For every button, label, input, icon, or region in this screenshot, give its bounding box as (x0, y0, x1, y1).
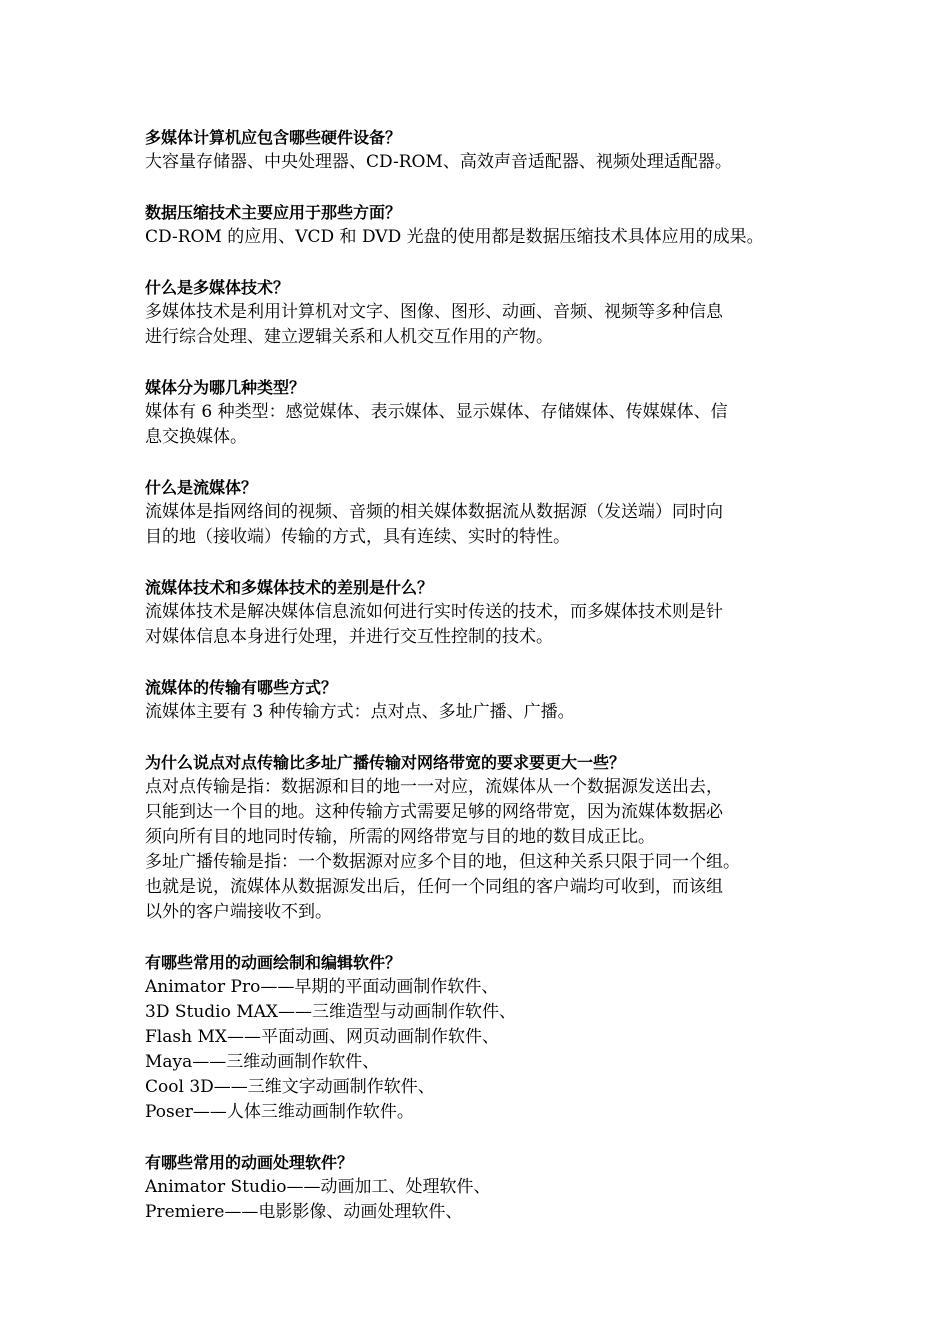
answer-line: 媒体有 6 种类型：感觉媒体、表示媒体、显示媒体、存储媒体、传媒媒体、信 (145, 402, 728, 422)
answer-line: Premiere——电影影像、动画处理软件、 (145, 1202, 463, 1222)
document-page (145, 125, 835, 1250)
answer-line: 进行综合处理、建立逻辑关系和人机交互作用的产物。 (145, 327, 553, 347)
question-heading: 为什么说点对点传输比多址广播传输对网络带宽的要求要更大一些？ (145, 753, 626, 772)
answer-line: 流媒体是指网络间的视频、音频的相关媒体数据流从数据源（发送端）同时向 (145, 502, 723, 522)
qa-section (145, 675, 835, 725)
answer-line: Animator Pro——早期的平面动画制作软件、 (145, 977, 499, 997)
qa-section (145, 275, 835, 350)
question-heading: 流媒体的传输有哪些方式？ (145, 678, 338, 697)
answer-line: 点对点传输是指：数据源和目的地一一对应，流媒体从一个数据源发送出去， (145, 777, 723, 797)
answer-line: 须向所有目的地同时传输，所需的网络带宽与目的地的数目成正比。 (145, 827, 655, 847)
answer-line: 流媒体主要有 3 种传输方式：点对点、多址广播、广播。 (145, 702, 575, 722)
qa-section (145, 575, 835, 650)
question-heading: 多媒体计算机应包含哪些硬件设备？ (145, 128, 402, 147)
question-heading: 什么是流媒体？ (145, 478, 258, 497)
answer-line: Flash MX——平面动画、网页动画制作软件、 (145, 1027, 499, 1047)
qa-section (145, 950, 835, 1125)
question-heading: 媒体分为哪几种类型？ (145, 378, 306, 397)
answer-line: 也就是说，流媒体从数据源发出后，任何一个同组的客户端均可收到，而该组 (145, 877, 723, 897)
answer-line: 3D Studio MAX——三维造型与动画制作软件、 (145, 1002, 517, 1022)
answer-line: 多媒体技术是利用计算机对文字、图像、图形、动画、音频、视频等多种信息 (145, 302, 723, 322)
qa-section (145, 200, 835, 250)
answer-line: 对媒体信息本身进行处理，并进行交互性控制的技术。 (145, 627, 553, 647)
answer-line: 多址广播传输是指：一个数据源对应多个目的地，但这种关系只限于同一个组。 (145, 852, 740, 872)
answer-line: 流媒体技术是解决媒体信息流如何进行实时传送的技术，而多媒体技术则是针 (145, 602, 723, 622)
question-heading: 有哪些常用的动画绘制和编辑软件？ (145, 953, 402, 972)
qa-section (145, 125, 835, 175)
question-heading: 流媒体技术和多媒体技术的差别是什么？ (145, 578, 434, 597)
qa-section (145, 1150, 835, 1225)
answer-line: CD-ROM 的应用、VCD 和 DVD 光盘的使用都是数据压缩技术具体应用的成果。 (145, 227, 764, 247)
answer-line: 只能到达一个目的地。这种传输方式需要足够的网络带宽，因为流媒体数据必 (145, 802, 723, 822)
answer-line: Animator Studio——动画加工、处理软件、 (145, 1177, 491, 1197)
answer-line: 目的地（接收端）传输的方式，具有连续、实时的特性。 (145, 527, 570, 547)
answer-line: Poser——人体三维动画制作软件。 (145, 1102, 414, 1122)
answer-line: Maya——三维动画制作软件、 (145, 1052, 380, 1072)
answer-line: 息交换媒体。 (145, 427, 247, 447)
qa-section (145, 375, 835, 450)
question-heading: 数据压缩技术主要应用于那些方面？ (145, 203, 402, 222)
qa-section (145, 475, 835, 550)
answer-line: Cool 3D——三维文字动画制作软件、 (145, 1077, 435, 1097)
answer-line: 大容量存储器、中央处理器、CD-ROM、高效声音适配器、视频处理适配器。 (145, 152, 732, 172)
qa-section (145, 750, 835, 925)
question-heading: 有哪些常用的动画处理软件？ (145, 1153, 354, 1172)
question-heading: 什么是多媒体技术？ (145, 278, 290, 297)
answer-line: 以外的客户端接收不到。 (145, 902, 332, 922)
